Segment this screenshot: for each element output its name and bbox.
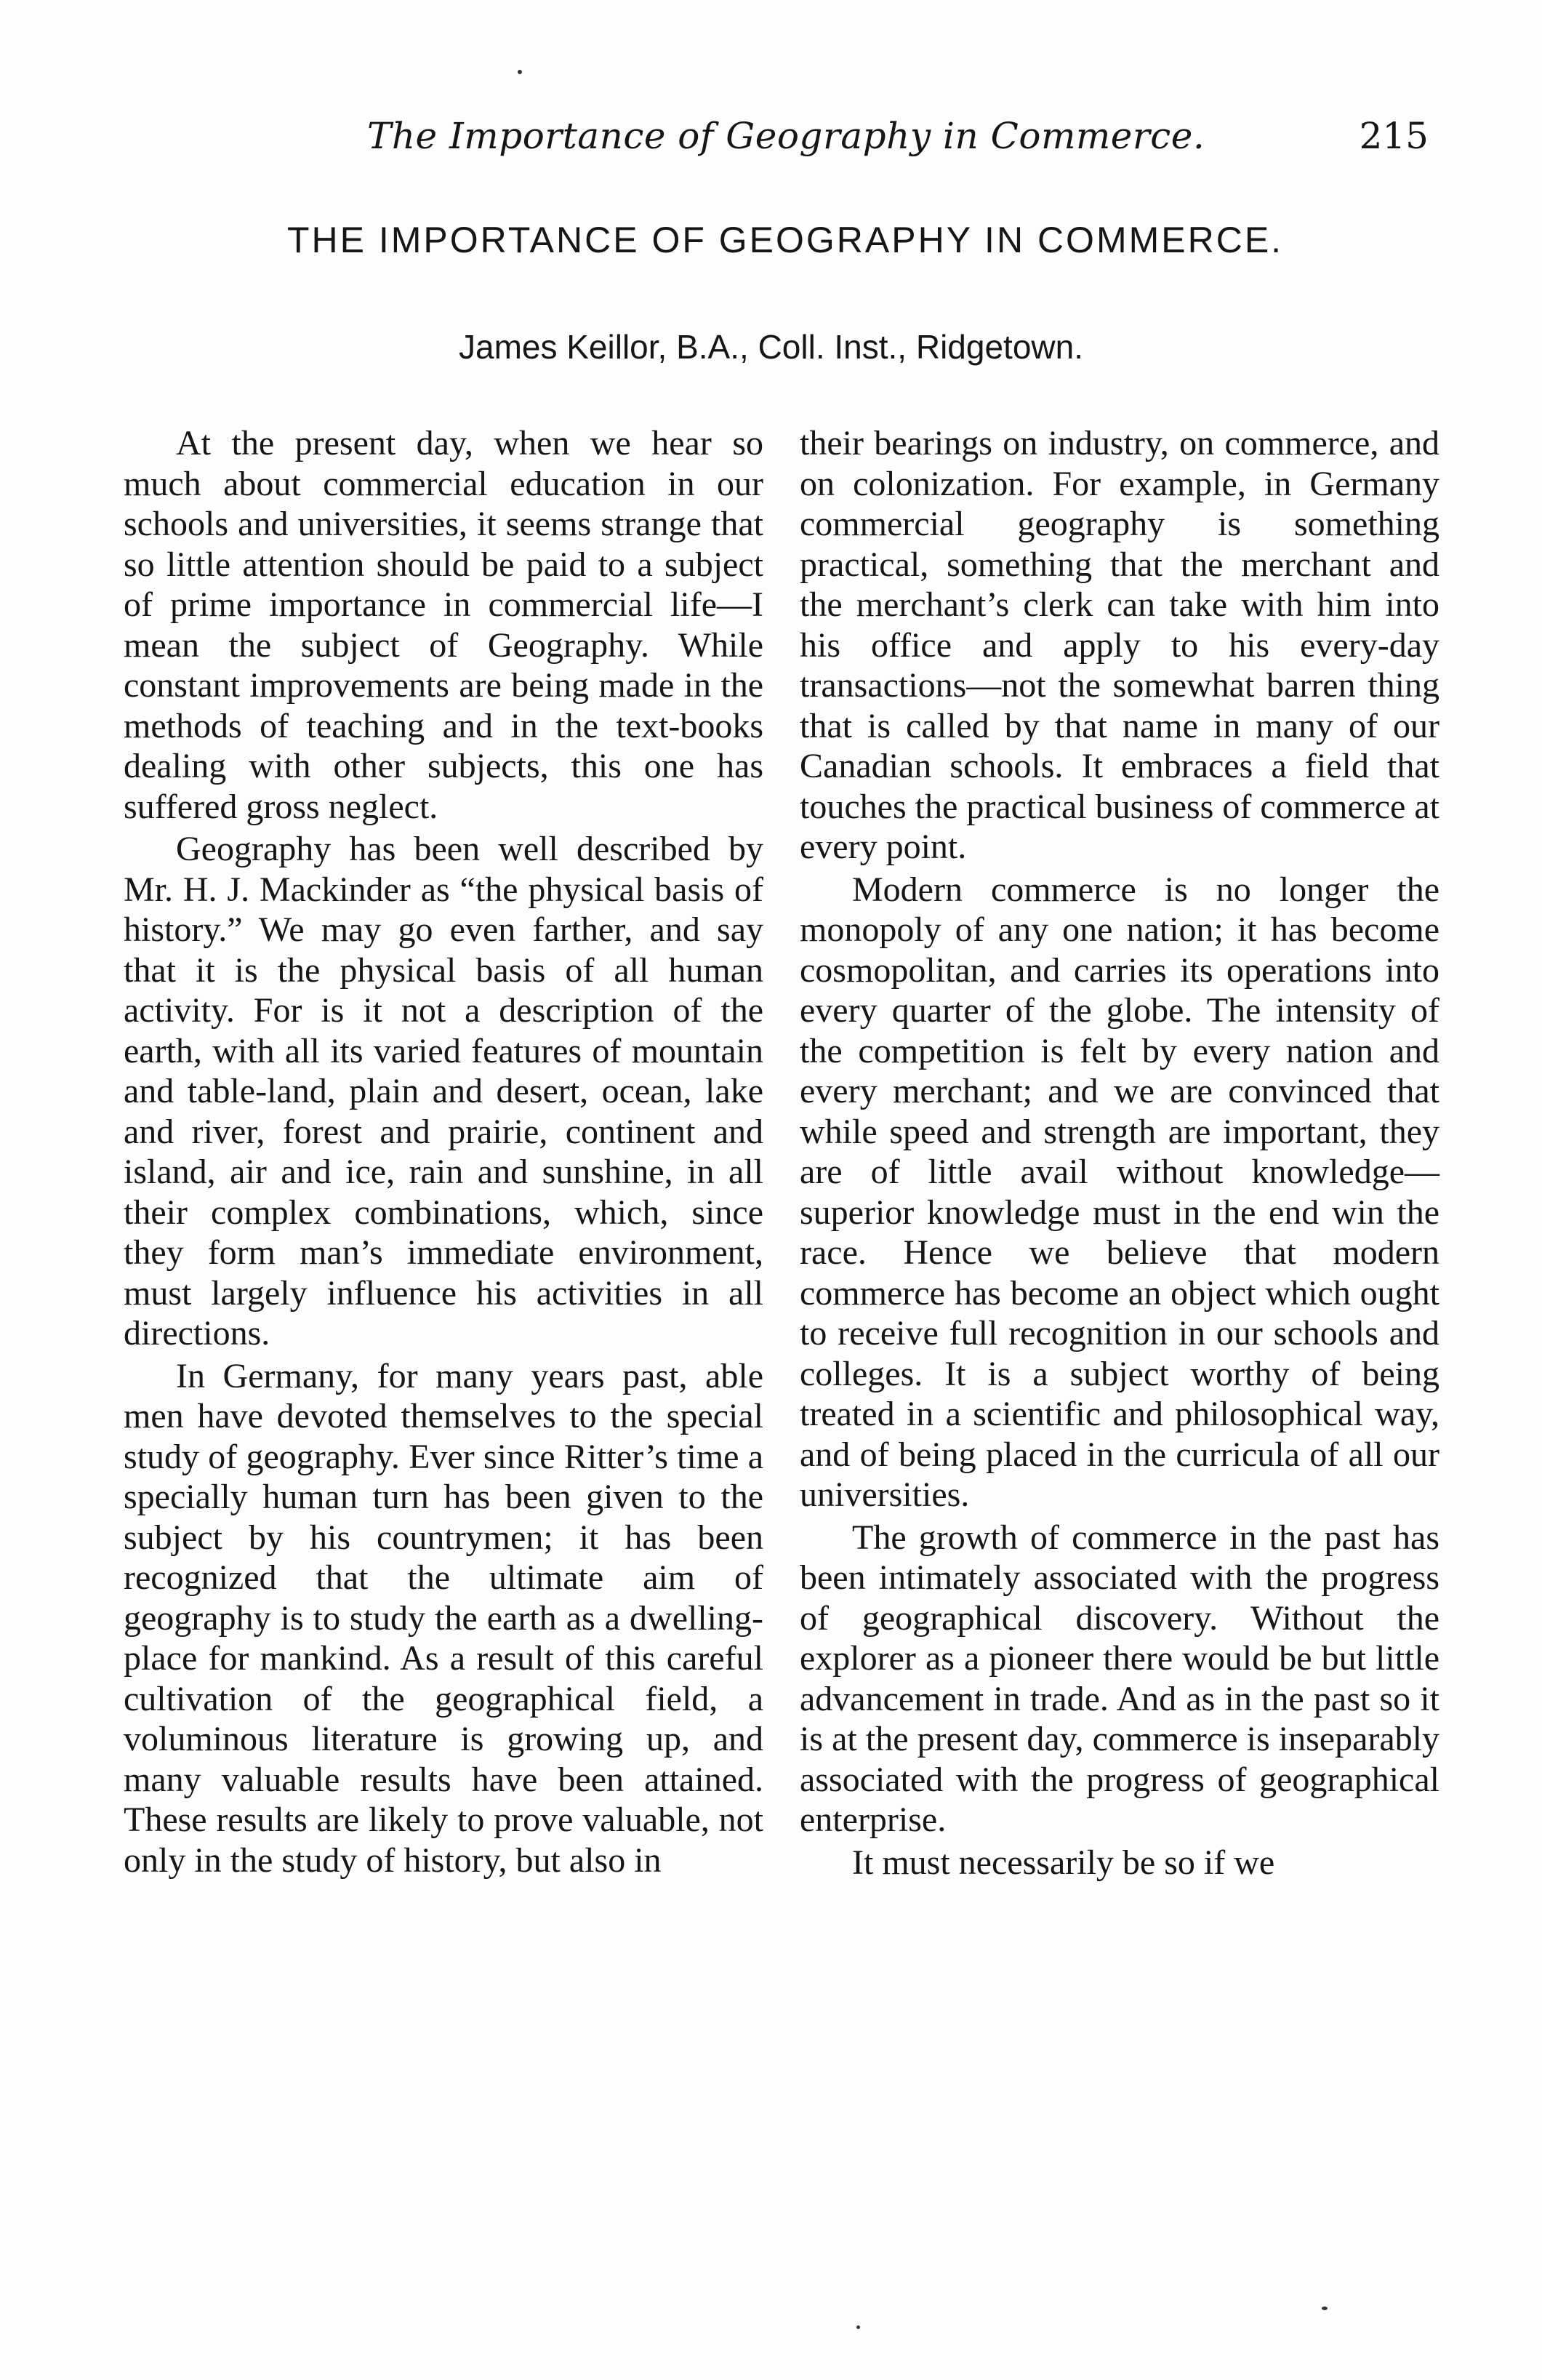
- paragraph: Geography has been well described by Mr. H. J. Mackinder as “the physical basis of history.” We may go even farther, and say that it is the physical basis of all human activity. For is it not a description of the earth, with all its varied features of mountain and table-land, plain and desert, ocean, lake and river, forest and prairie, continent and island, air and ice, rain and sunshine, in all their complex combinations, which, since they form man’s immediate environment, must largely influence his activities in all directions.: [124, 830, 763, 1353]
- paragraph-continued: their bearings on industry, on commerce, and on colonization. For example, in Germany commercial geography is something practical, something that the merchant and the merchant’s clerk can take with him into his office and apply to his every-day transactions—not the somewhat barren thing that is called by that name in many of our Canadian schools. It embraces a field that touches the practical business of commerce at every point.: [800, 424, 1439, 866]
- page-number: 215: [1359, 115, 1429, 157]
- paragraph: At the present day, when we hear so much about commercial education in our schools and universities, it seems strange that so little attention should be paid to a subject of prime importance in commercial life—I mean the subject of Geography. While constant improvements are being made in the methods of teaching and in the text-books dealing with other subjects, this one has suffered gross neglect.: [124, 424, 763, 826]
- print-speck: [856, 2325, 860, 2329]
- running-head: [367, 115, 1429, 173]
- left-column: [124, 423, 763, 1880]
- paragraph: The growth of commerce in the past has been intimately associated with the progress of geographical discovery. Without the explorer as a pioneer there would be but little advancement in trade. And as in the past so it is at the present day, commerce is inseparably associated with the progress of geographical enterprise.: [800, 1518, 1439, 1839]
- paragraph: Modern commerce is no longer the monopoly of any one nation; it has become cosmopolitan, and carries its operations into every quarter of the globe. The intensity of the competition is felt by every nation and every merchant; and we are convinced that while speed and strength are important, they are of little avail without knowledge—superior knowledge must in the end win the race. Hence we believe that modern commerce has become an object which ought to receive full recognition in our schools and colleges. It is a subject worthy of being treated in a scientific and philosophical way, and of being placed in the curricula of all our universities.: [800, 870, 1439, 1514]
- author-byline: James Keillor, B.A., Coll. Inst., Ridgetown.: [458, 328, 1084, 366]
- running-title: The Importance of Geography in Commerce.: [367, 115, 1205, 157]
- paragraph: It must necessarily be so if we: [852, 1843, 1275, 1882]
- article-title: THE IMPORTANCE OF GEOGRAPHY IN COMMERCE.: [286, 220, 1284, 260]
- right-column: [800, 423, 1439, 1883]
- print-speck: [518, 70, 522, 74]
- print-speck: [1322, 2307, 1328, 2310]
- paragraph: In Germany, for many years past, able men have devoted themselves to the special study of geography. Ever since Ritter’s time a specially human turn has been given to the subject by his countrymen; it has been recognized that the ultimate aim of geography is to study the earth as a dwelling-place for mankind. As a result of this careful cultivation of the geographical field, a voluminous literature is growing up, and many valuable results have been attained. These results are likely to prove valuable, not only in the study of history, but also in: [124, 1356, 763, 1880]
